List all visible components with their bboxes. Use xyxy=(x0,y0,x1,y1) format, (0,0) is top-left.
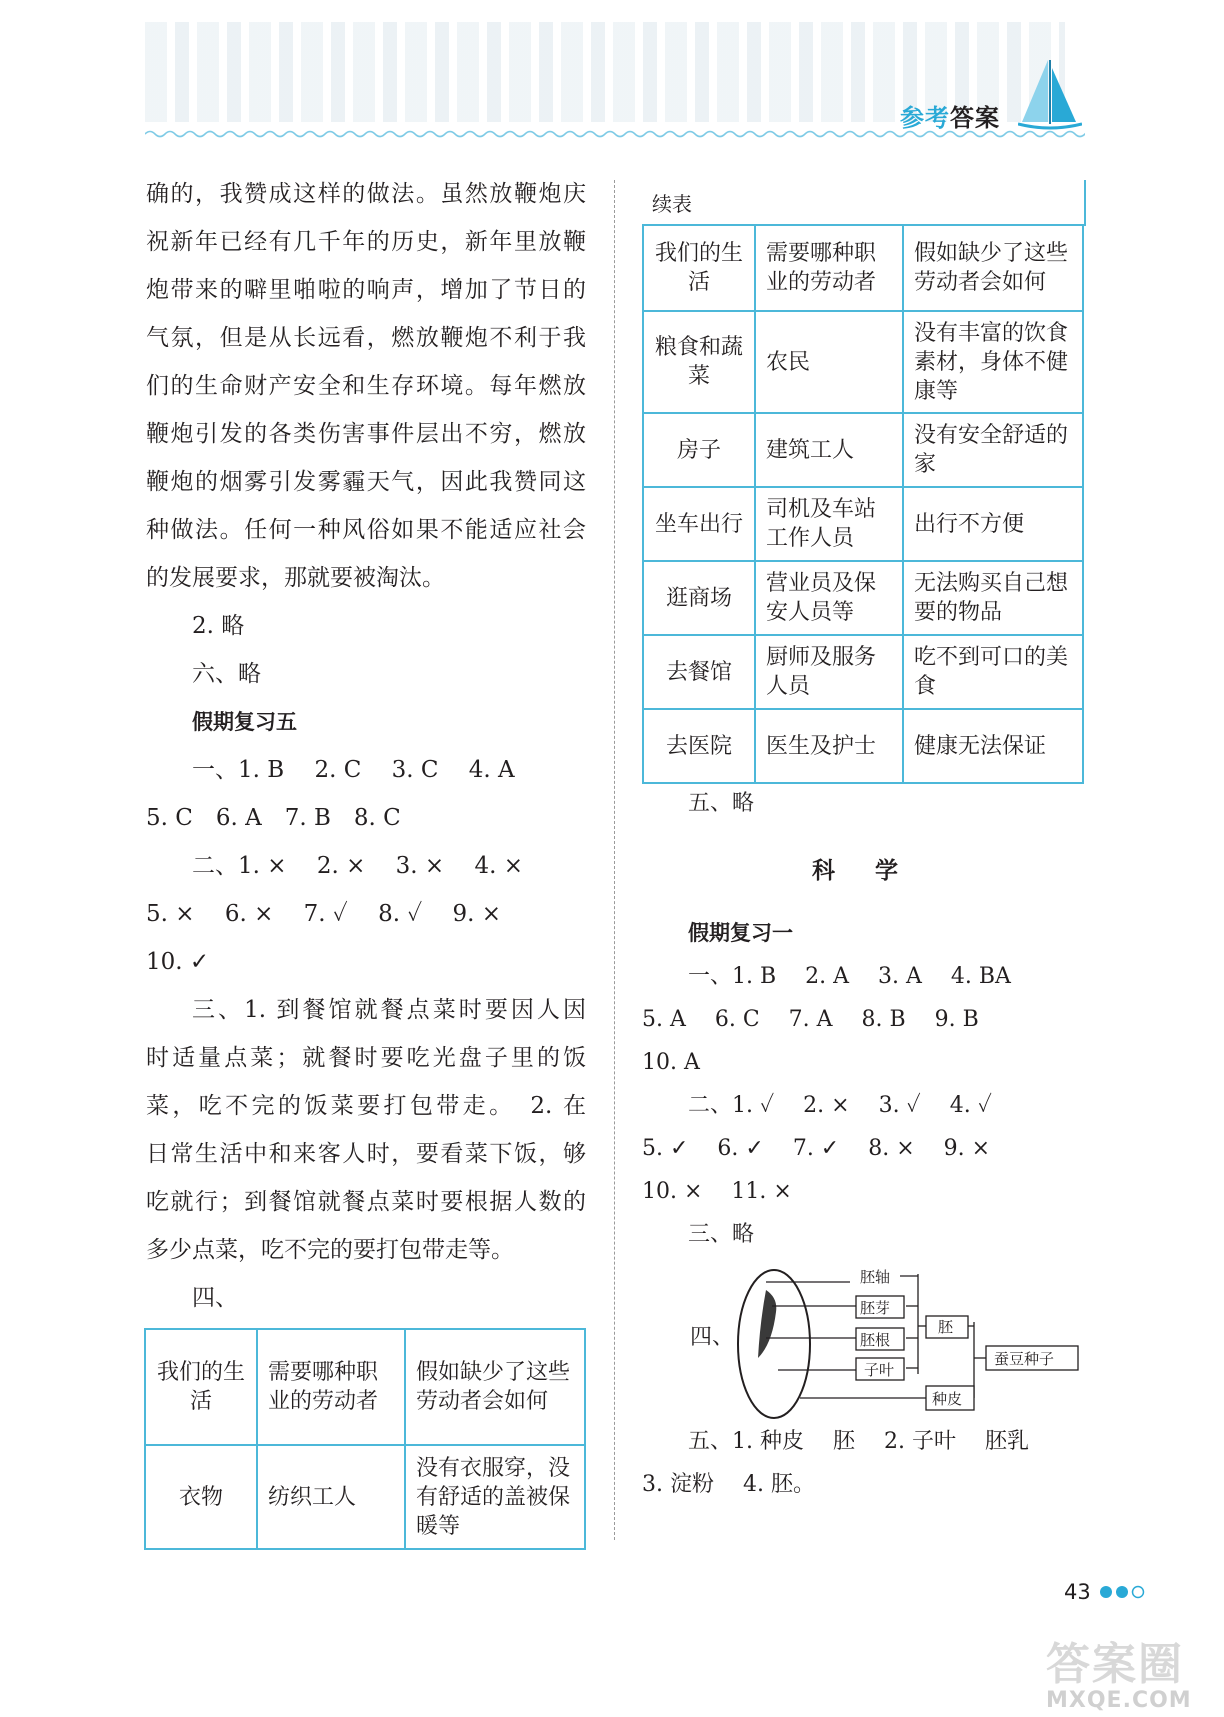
text-line: 鞭炮的烟雾引发雾霾天气，因此我赞同这 xyxy=(146,469,586,495)
text-line: 们的生命财产安全和生存环境。每年燃放 xyxy=(146,373,586,399)
table-cell: 无法购买自己想要的物品 xyxy=(903,561,1083,635)
seed-outline xyxy=(738,1270,810,1418)
table-cell: 衣物 xyxy=(145,1445,257,1549)
label-radicle: 胚根 xyxy=(860,1331,891,1349)
answer-line: 一、1. B 2. C 3. C 4. A xyxy=(192,757,515,783)
section-title-review5: 假期复习五 xyxy=(192,710,297,734)
table-cell: 没有安全舒适的家 xyxy=(903,413,1083,487)
answer-line: 10. × 11. × xyxy=(642,1179,792,1204)
continued-label: 续表 xyxy=(652,192,692,216)
header-title-part1: 参考 xyxy=(900,104,950,132)
table-header-cell: 需要哪种职业的劳动者 xyxy=(257,1329,405,1445)
answer-line: 5. C 6. A 7. B 8. C xyxy=(146,805,401,831)
subject-title: 科学 xyxy=(812,858,938,884)
text-line: 菜，吃不完的饭菜要打包带走。 2. 在 xyxy=(146,1093,586,1119)
answer-item: 四、 xyxy=(192,1285,238,1311)
answer-item: 三、略 xyxy=(688,1222,755,1247)
table-cell: 吃不到可口的美食 xyxy=(903,635,1083,709)
table-header-cell: 我们的生活 xyxy=(643,225,755,311)
page-number: 43 xyxy=(1064,1580,1091,1604)
table-row xyxy=(643,413,1083,487)
table-cell: 房子 xyxy=(643,413,755,487)
table-cell: 没有衣服穿，没有舒适的盖被保暖等 xyxy=(405,1445,585,1549)
label-embryo: 胚 xyxy=(938,1318,954,1336)
label-cotyledon: 子叶 xyxy=(864,1361,895,1379)
table-cell: 健康无法保证 xyxy=(903,709,1083,783)
answer-line: 3. 淀粉 4. 胚。 xyxy=(642,1472,815,1497)
embryo-shape xyxy=(758,1290,776,1358)
watermark-url: MXQE.COM xyxy=(1046,1688,1192,1713)
answer-line: 10. A xyxy=(642,1050,700,1075)
answer-line: 5. ✓ 6. ✓ 7. ✓ 8. × 9. × xyxy=(642,1136,991,1161)
answer-line: 5. × 6. × 7. ✓ 8. ✓ 9. × xyxy=(146,901,502,927)
answer-line: 二、1. ✓ 2. × 3. ✓ 4. ✓ xyxy=(688,1093,992,1118)
table-cell: 坐车出行 xyxy=(643,487,755,561)
text-line: 气氛，但是从长远看，燃放鞭炮不利于我 xyxy=(146,325,586,351)
label-broad-bean-seed: 蚕豆种子 xyxy=(994,1350,1055,1368)
header-title-part2: 答案 xyxy=(950,104,1000,132)
table-cell: 医生及护士 xyxy=(755,709,903,783)
table-header-cell: 我们的生活 xyxy=(145,1329,257,1445)
labor-table-right xyxy=(642,224,1084,784)
column-divider xyxy=(614,180,615,1540)
table-header-cell: 需要哪种职业的劳动者 xyxy=(755,225,903,311)
table-row xyxy=(145,1445,585,1549)
text-line: 确的，我赞成这样的做法。虽然放鞭炮庆 xyxy=(146,181,586,207)
text-line: 种做法。任何一种风俗如果不能适应社会 xyxy=(146,517,586,543)
label-seed-coat: 种皮 xyxy=(932,1390,963,1408)
table-cell: 去餐馆 xyxy=(643,635,755,709)
table-cell: 营业员及保安人员等 xyxy=(755,561,903,635)
table-cell: 建筑工人 xyxy=(755,413,903,487)
sailboat-icon xyxy=(1018,58,1082,130)
answer-line: 5. A 6. C 7. A 8. B 9. B xyxy=(642,1007,979,1032)
table-cell: 司机及车站工作人员 xyxy=(755,487,903,561)
header-wave-divider xyxy=(145,128,1085,140)
label-plumule: 胚芽 xyxy=(860,1299,891,1317)
answer-item: 五、略 xyxy=(688,791,755,816)
left-column xyxy=(146,170,586,1322)
table-header-row xyxy=(643,225,1083,311)
answer-item: 六、略 xyxy=(192,661,261,687)
answer-item: 四、 xyxy=(690,1325,735,1350)
table-header-cell: 假如缺少了这些劳动者会如何 xyxy=(903,225,1083,311)
table-header-row xyxy=(145,1329,585,1445)
table-top-border-stub xyxy=(1084,180,1086,226)
answer-line: 五、1. 种皮 胚 2. 子叶 胚乳 xyxy=(688,1429,1029,1454)
table-cell: 农民 xyxy=(755,311,903,413)
table-cell: 厨师及服务人员 xyxy=(755,635,903,709)
table-row xyxy=(643,561,1083,635)
section-title-review1: 假期复习一 xyxy=(688,921,793,945)
text-line: 时适量点菜；就餐时要吃光盘子里的饭 xyxy=(146,1045,586,1071)
text-line: 鞭炮引发的各类伤害事件层出不穷，燃放 xyxy=(146,421,586,447)
table-cell: 出行不方便 xyxy=(903,487,1083,561)
table-header-cell: 假如缺少了这些劳动者会如何 xyxy=(405,1329,585,1445)
watermark-logo: 答案圈 xyxy=(1046,1639,1184,1690)
label-hypocotyl: 胚轴 xyxy=(860,1268,891,1286)
labor-table-left xyxy=(144,1328,586,1550)
page-dots-icon xyxy=(1098,1584,1146,1600)
text-line: 祝新年已经有几千年的历史，新年里放鞭 xyxy=(146,229,586,255)
table-cell: 没有丰富的饮食素材，身体不健康等 xyxy=(903,311,1083,413)
table-cell: 纺织工人 xyxy=(257,1445,405,1549)
answer-line: 二、1. × 2. × 3. × 4. × xyxy=(192,853,524,879)
text-line: 吃就行；到餐馆就餐点菜时要根据人数的 xyxy=(146,1189,586,1215)
table-row xyxy=(643,709,1083,783)
table-row xyxy=(643,487,1083,561)
answer-line: 一、1. B 2. A 3. A 4. BA xyxy=(688,964,1011,989)
table-row xyxy=(643,311,1083,413)
answer-line: 10. ✓ xyxy=(146,949,210,975)
right-answers-bottom xyxy=(642,1420,1082,1506)
table-cell: 逛商场 xyxy=(643,561,755,635)
answer-item: 2. 略 xyxy=(192,613,245,639)
table-cell: 粮食和蔬菜 xyxy=(643,311,755,413)
text-line: 三、1. 到餐馆就餐点菜时要因人因 xyxy=(192,997,586,1023)
text-line: 的发展要求，那就要被淘汰。 xyxy=(146,565,445,591)
right-answers xyxy=(642,912,1082,1256)
text-line: 日常生活中和来客人时，要看菜下饭，够 xyxy=(146,1141,586,1167)
text-line: 炮带来的噼里啪啦的响声，增加了节日的 xyxy=(146,277,586,303)
table-row xyxy=(643,635,1083,709)
table-cell: 去医院 xyxy=(643,709,755,783)
text-line: 多少点菜，吃不完的要打包带走等。 xyxy=(146,1237,514,1263)
broad-bean-seed-diagram xyxy=(730,1262,1090,1422)
